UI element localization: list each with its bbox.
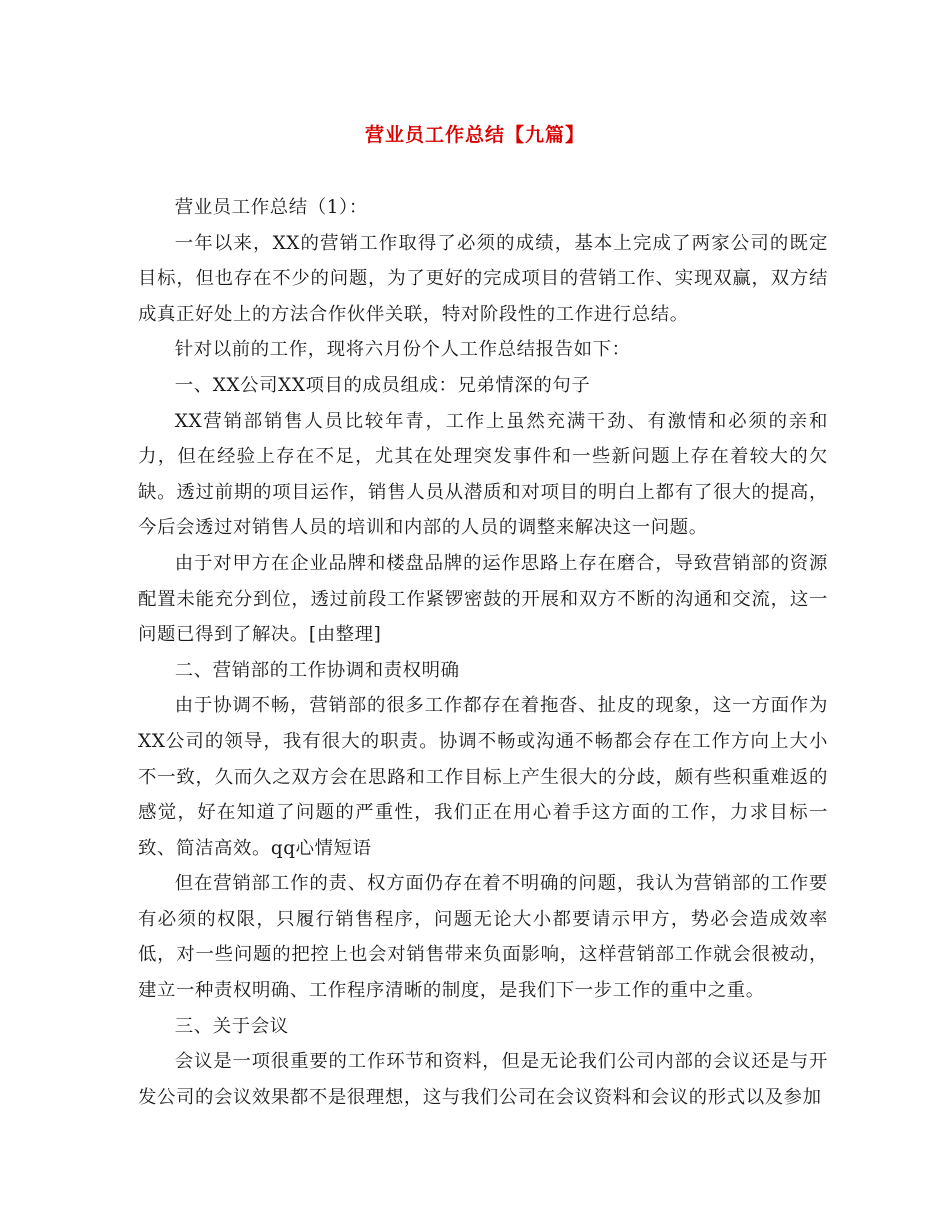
section-heading: 营业员工作总结（1）： [174, 197, 368, 218]
body-paragraph: 但在营销部工作的责、权方面仍存在着不明确的问题，我认为营销部的工作要有必须的权限，只履行销售程序，问题无论大小都要请示甲方，势必会造成效率低，对一些问题的把控上也会对销售带来负面影响，这样营销部工作就会很被动，建立一种责权明确、工作程序清晰的制度，是我们下一步工作的重中之重。 [138, 873, 828, 1002]
body-paragraph: 针对以前的工作，现将六月份个人工作总结报告如下： [174, 339, 631, 361]
section-heading: 二、营销部的工作协调和责权明确 [174, 659, 460, 681]
body-paragraph: 一年以来，XX的营销工作取得了必须的成绩，基本上完成了两家公司的既定目标，但也存在不少的问题，为了更好的完成项目的营销工作、实现双赢，双方结成真正好处上的方法合作伙伴关联，特对阶段性的工作进行总结。 [138, 232, 828, 325]
body-paragraph: 会议是一项很重要的工作环节和资料，但是无论我们公司内部的会议还是与开发公司的会议效果都不是很理想，这与我们公司在会议资料和会议的形式以及参加 [138, 1051, 828, 1108]
document-body [138, 190, 828, 1115]
section-heading: 一、XX公司XX项目的成员组成：兄弟情深的句子 [174, 374, 591, 396]
body-paragraph: 由于对甲方在企业品牌和楼盘品牌的运作思路上存在磨合，导致营销部的资源配置未能充分到位，透过前段工作紧锣密鼓的开展和双方不断的沟通和交流，这一问题已得到了解决。[由整理] [138, 552, 828, 646]
document-title: 营业员工作总结【九篇】 [364, 124, 585, 146]
body-paragraph: XX营销部销售人员比较年青，工作上虽然充满干劲、有激情和必须的亲和力，但在经验上存在不足，尤其在处理突发事件和一些新问题上存在着较大的欠缺。透过前期的项目运作，销售人员从潜质和对项目的明白上都有了很大的提高，今后会透过对销售人员的培训和内部的人员的调整来解决这一问题。 [138, 410, 828, 539]
section-heading: 三、关于会议 [174, 1015, 289, 1037]
body-paragraph: 由于协调不畅，营销部的很多工作都存在着拖沓、扯皮的现象，这一方面作为XX公司的领导，我有很大的职责。协调不畅或沟通不畅都会存在工作方向上大小不一致，久而久之双方会在思路和工作目标上产生很大的分歧，颇有些积重难返的感觉，好在知道了问题的严重性，我们正在用心着手这方面的工作，力求目标一致、简洁高效。qq心情短语 [138, 695, 828, 859]
